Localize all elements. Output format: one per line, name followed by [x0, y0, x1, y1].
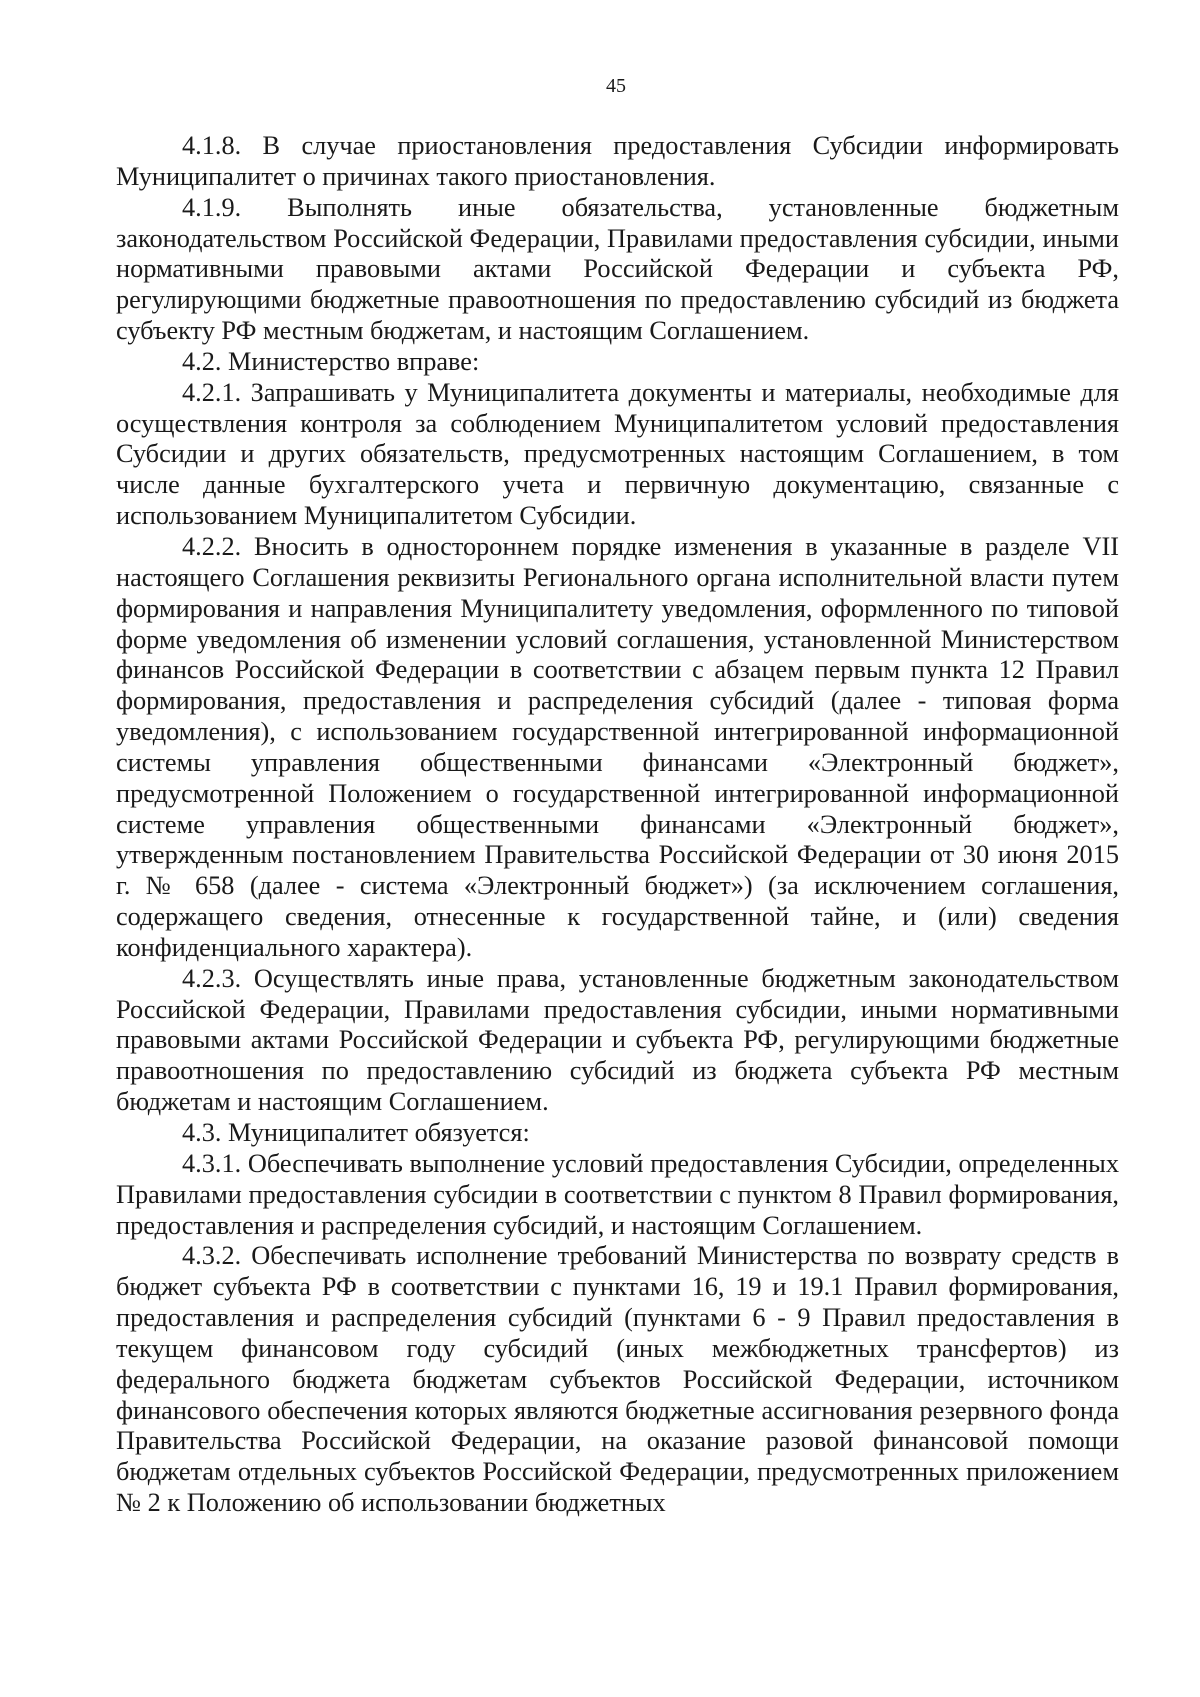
paragraph-4-3-1: 4.3.1. Обеспечивать выполнение условий предоставления Субсидии, определенных Правилами предоставления субсидии в соответствии с пунктом 8 Правил формирования, предоставления и распределения субсидий, и настоящим Соглашением. — [116, 1148, 1119, 1240]
paragraph-4-2-1: 4.2.1. Запрашивать у Муниципалитета документы и материалы, необходимые для осуществления контроля за соблюдением Муниципалитетом условий предоставления Субсидии и других обязательств, предусмотренных настоящим Соглашением, в том числе данные бухгалтерского учета и первичную документацию, связанные с использованием Муниципалитетом Субсидии. — [116, 377, 1119, 531]
paragraph-4-1-8: 4.1.8. В случае приостановления предоставления Субсидии информировать Муниципалитет о причинах такого приостановления. — [116, 131, 1119, 191]
page-number: 45 — [606, 75, 626, 97]
paragraph-4-2-3: 4.2.3. Осуществлять иные права, установленные бюджетным законодательством Российской Федерации, Правилами предоставления субсидии, иными нормативными правовыми актами Российской Федерации и субъекта РФ, регулирующими бюджетные правоотношения по предоставлению субсидий из бюджета субъекта РФ местным бюджетам и настоящим Соглашением. — [116, 963, 1119, 1117]
paragraph-4-2: 4.2. Министерство вправе: — [182, 346, 480, 376]
paragraph-4-3-2: 4.3.2. Обеспечивать исполнение требований Министерства по возврату средств в бюджет субъекта РФ в соответствии с пунктами 16, 19 и 19.1 Правил формирования, предоставления и распределения субсидий (пунктами 6 - 9 Правил предоставления в текущем финансовом году субсидий (иных межбюджетных трансфертов) из федерального бюджета бюджетам субъектов Российской Федерации, источником финансового обеспечения которых являются бюджетные ассигнования резервного фонда Правительства Российской Федерации, на оказание разовой финансовой помощи бюджетам отдельных субъектов Российской Федерации, предусмотренных приложением № 2 к Положению об использовании бюджетных — [116, 1241, 1119, 1518]
document-body — [116, 131, 1119, 1519]
paragraph-4-2-2: 4.2.2. Вносить в одностороннем порядке изменения в указанные в разделе VII настоящего Соглашения реквизиты Регионального органа исполнительной власти путем формирования и направления Муниципалитету уведомления, оформленного по типовой форме уведомления об изменении условий соглашения, установленной Министерством финансов Российской Федерации в соответствии с абзацем первым пункта 12 Правил формирования, предоставления и распределения субсидий (далее - типовая форма уведомления), с использованием государственной интегрированной информационной системы управления общественными финансами «Электронный бюджет», предусмотренной Положением о государственной интегрированной информационной системе управления общественными финансами «Электронный бюджет», утвержденным постановлением Правительства Российской Федерации от 30 июня 2015 г. № 658 (далее - система «Электронный бюджет») (за исключением соглашения, содержащего сведения, отнесенные к государственной тайне, и (или) сведения конфиденциального характера). — [116, 531, 1119, 962]
paragraph-4-1-9: 4.1.9. Выполнять иные обязательства, установленные бюджетным законодательством Российской Федерации, Правилами предоставления субсидии, иными нормативными правовыми актами Российской Федерации и субъекта РФ, регулирующими бюджетные правоотношения по предоставлению субсидий из бюджета субъекту РФ местным бюджетам, и настоящим Соглашением. — [116, 192, 1119, 346]
paragraph-4-3: 4.3. Муниципалитет обязуется: — [182, 1118, 530, 1147]
